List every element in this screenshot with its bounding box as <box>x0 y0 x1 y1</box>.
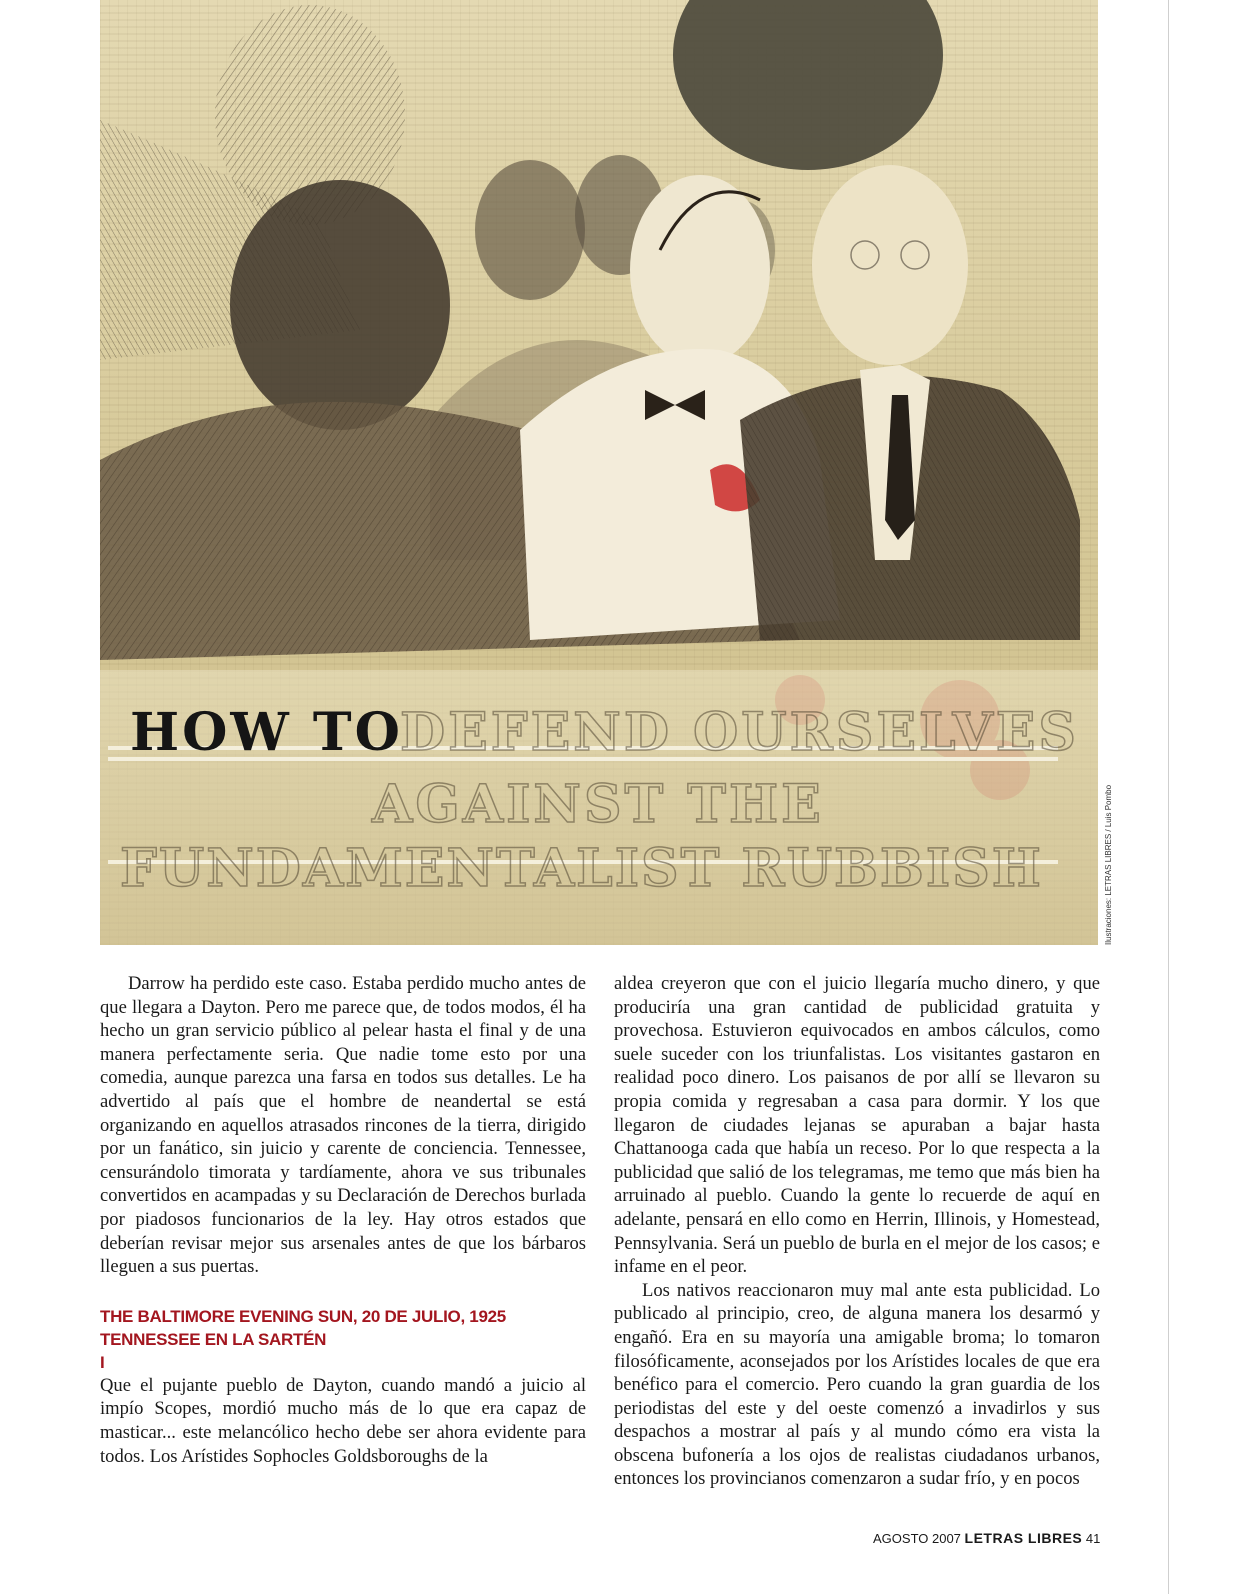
headline-line-2: AGAINST THE <box>372 774 824 835</box>
footer-issue: AGOSTO 2007 <box>873 1531 961 1546</box>
footer-magazine-name: LETRAS LIBRES <box>964 1530 1083 1546</box>
left-column <box>100 972 586 1468</box>
section-source: THE BALTIMORE EVENING SUN, 20 DE JULIO, 1925 <box>100 1306 506 1326</box>
headline-line-1: DEFEND OURSELVES <box>400 702 1079 763</box>
page-edge-rule <box>1168 0 1169 1594</box>
body-paragraph: Que el pujante pueblo de Dayton, cuando mandó a juicio al impío Scopes, mordió mucho más de lo que era capaz de masticar... este melancólico hecho debe ser ahora evidente para todos. Los Arístides Sophocles Goldsboroughs de la <box>100 1374 586 1467</box>
body-paragraph: Darrow ha perdido este caso. Estaba perdido mucho antes de que llegara a Dayton. Pero me parece que, de todos modos, él ha hecho un gran servicio público al pelear hasta el final y de una manera perfectamente seria. Que nadie tome esto por una comedia, aunque parezca una farsa en todos sus detalles. Le ha advertido al país que el hombre de neandertal se está organizando en aquellos atrasados rincones de la tierra, dirigido por un fanático, sin juicio y carente de conciencia. Tennessee, censurándolo timorata y tardíamente, ahora ve sus tribunales convertidos en acampadas y su Declaración de Derechos burlada por piadosos funcionarios de la ley. Hay otros estados que deberían revisar mejor sus arsenales antes de que los bárbaros lleguen a sus puertas. <box>100 973 586 1278</box>
page-footer <box>873 1530 1100 1546</box>
courtroom-illustration <box>100 0 1098 945</box>
right-column <box>614 972 1100 1491</box>
section-number: I <box>100 1352 105 1372</box>
section-heading <box>100 1305 586 1374</box>
body-paragraph: aldea creyeron que con el juicio llegaría mucho dinero, y que produciría una gran cantidad de publicidad gratuita y provechosa. Estuvieron equivocados en ambos cálculos, como suele suceder con los triunfalistas. Los visitantes gastaron en realidad poco dinero. Los paisanos de por allí se llevaron su propia comida y regresaban a casa para dormir. Y los que llegaron de ciudades lejanas se apuraban a bajar hasta Chattanooga cada que había un receso. Por lo que respecta a la publicidad que salió de los telegramas, me temo que más bien ha arruinado al pueblo. Cuando la gente lo recuerde de aquí en adelante, pensará en ello como en Herrin, Illinois, y Homestead, Pennsylvania. Será un pueblo de burla en el mejor de los casos; e infame en el peor. <box>614 973 1100 1278</box>
footer-page-number: 41 <box>1085 1531 1101 1546</box>
illustration-credit: Ilustraciones: LETRAS LIBRES / Luis Pombo <box>1104 784 1113 945</box>
body-paragraph: Los nativos reaccionaron muy mal ante esta publicidad. Lo publicado al principio, creo, de alguna manera los desarmó y engañó. Era en su mayoría una amigable broma; lo tomaron filosóficamente, aconsejados por los Arístides locales de que era benéfico para el comercio. Pero cuando la gran guardia de los periodistas del este y del oeste comenzó a invadirlos y sus despachos a mostrar al país y al mundo cómo era vista la obscena bufonería a los ojos de realistas ciudadanos urbanos, entonces los provincianos comenzaron a sudar frío, y en pocos <box>614 1279 1100 1490</box>
headline-how-to: HOW TO <box>130 702 403 763</box>
section-title: TENNESSEE EN LA SARTÉN <box>100 1329 327 1349</box>
headline-line-3: FUNDAMENTALIST RUBBISH <box>120 838 1043 899</box>
illustration-headline <box>100 670 1098 945</box>
